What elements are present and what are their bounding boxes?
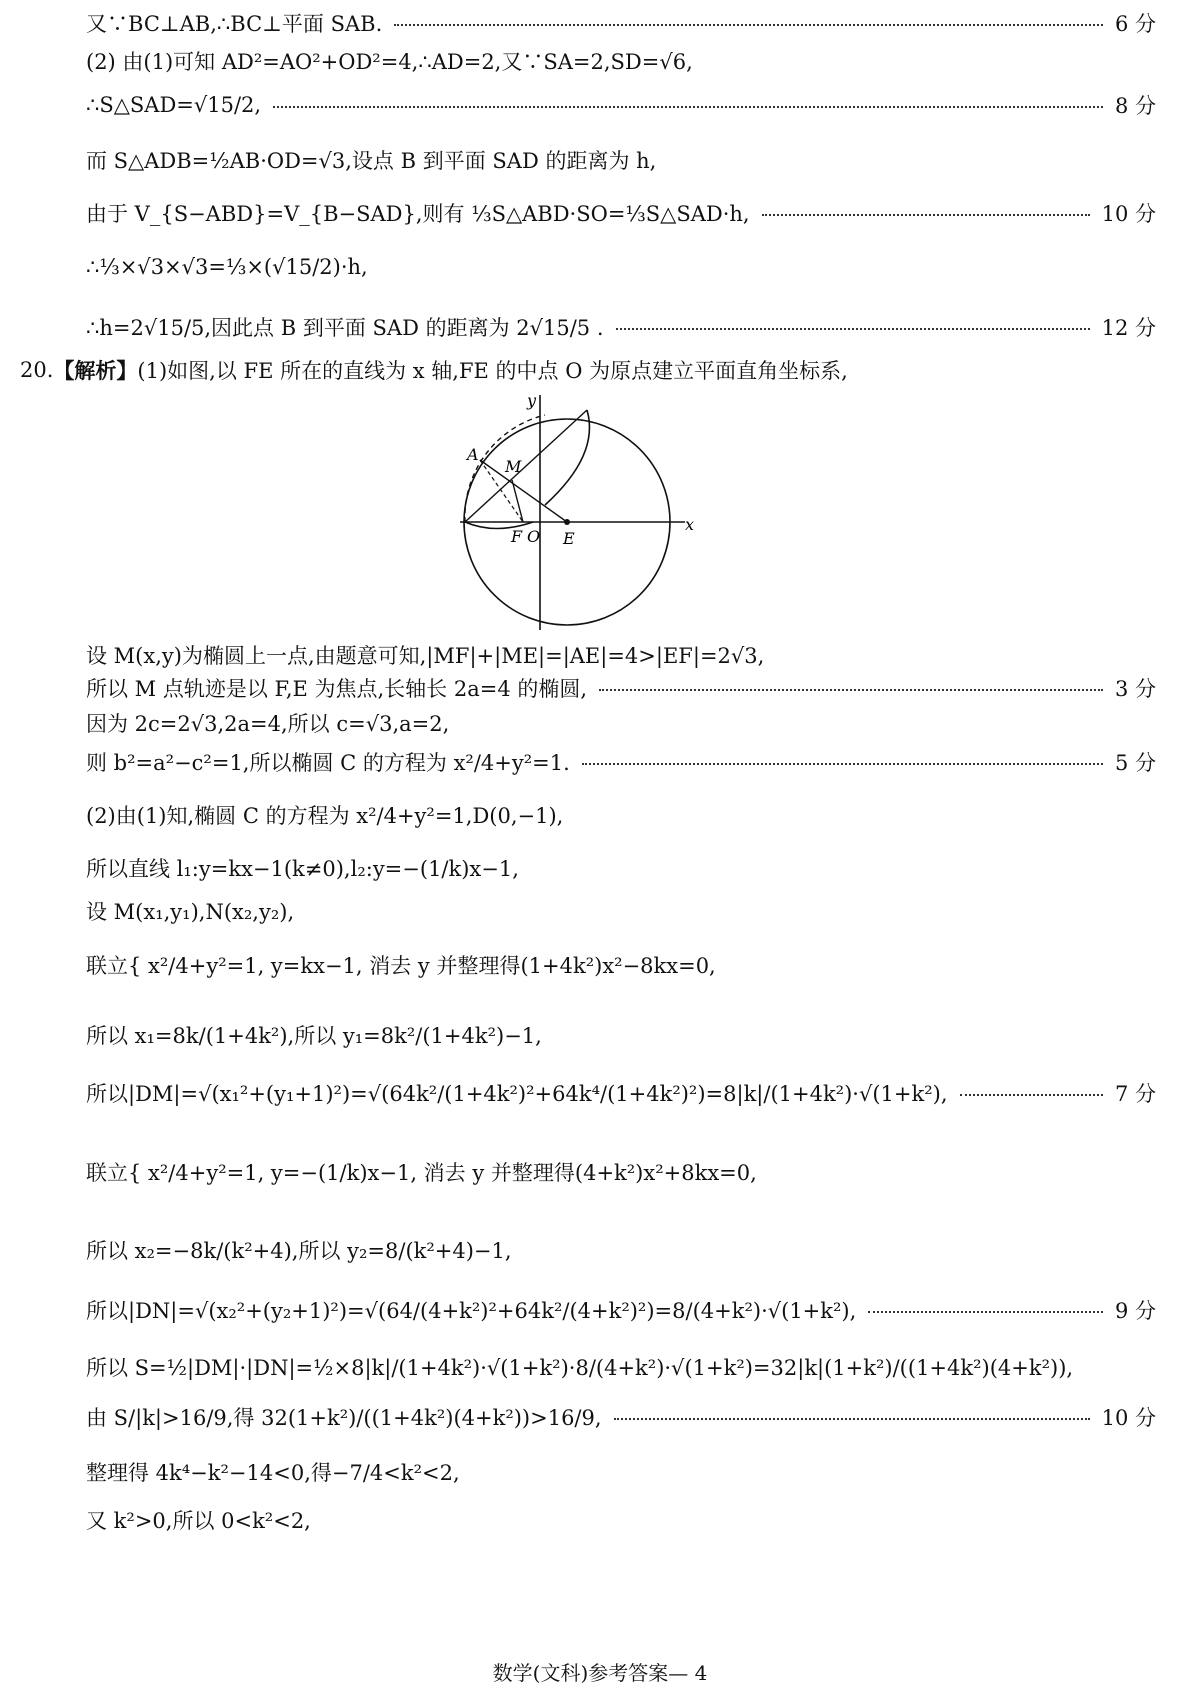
leader-dots (394, 24, 1103, 26)
answer-text: ∴⅓×√3×√3=⅓×(√15/2)·h, (86, 255, 368, 279)
answer-line (86, 853, 1156, 883)
score-label: 6 分 (1114, 12, 1156, 36)
answer-line (86, 1295, 1156, 1325)
answer-text: (2)由(1)知,椭圆 C 的方程为 x²/4+y²=1,D(0,−1), (86, 804, 564, 828)
answer-line (86, 1352, 1156, 1382)
answer-line (86, 800, 1156, 830)
score-label: 12 分 (1101, 316, 1156, 340)
answer-text: 所以 x₂=−8k/(k²+4),所以 y₂=8/(k²+4)−1, (86, 1239, 512, 1263)
answer-text: 又∵BC⊥AB,∴BC⊥平面 SAB. (86, 12, 383, 36)
answer-text: 所以 S=½|DM|·|DN|=½×8|k|/(1+4k²)·√(1+k²)·8/(4+k²)·√(1+k²)=32|k|(1+k²)/((1+4k²)(4+k²)), (86, 1356, 1074, 1380)
score-label: 8 分 (1114, 94, 1156, 118)
label-x: x (685, 515, 695, 534)
score-label: 7 分 (1114, 1082, 1156, 1106)
solid-arc (545, 410, 589, 505)
answer-line (86, 255, 1156, 279)
question-number: 20. (20, 358, 54, 382)
answer-text: 联立{ x²/4+y²=1, y=−(1/k)x−1, 消去 y 并整理得(4+k²)x²+8kx=0, (86, 1161, 757, 1185)
answer-text: 又 k²>0,所以 0<k²<2, (86, 1509, 311, 1533)
score-label: 3 分 (1114, 677, 1156, 701)
answer-text: 所以 x₁=8k/(1+4k²),所以 y₁=8k²/(1+4k²)−1, (86, 1024, 542, 1048)
leader-dots (960, 1094, 1103, 1096)
answer-line (86, 673, 1156, 703)
answer-text: 而 S△ADB=½AB·OD=√3,设点 B 到平面 SAD 的距离为 h, (86, 149, 657, 173)
answer-text: 所以|DM|=√(x₁²+(y₁+1)²)=√(64k²/(1+4k²)²+64k⁴/(1+4k²)²)=8|k|/(1+4k²)·√(1+k²), (86, 1082, 948, 1106)
answer-text: (2) 由(1)可知 AD²=AO²+OD²=4,∴AD=2,又∵SA=2,SD=√6, (86, 50, 693, 74)
answer-line (86, 312, 1156, 342)
answer-text: ∴S△SAD=√15/2, (86, 93, 262, 117)
answer-line (86, 1402, 1156, 1432)
lower-arc (465, 522, 533, 529)
answer-text: 由于 V_{S−ABD}=V_{B−SAD},则有 ⅓S△ABD·SO=⅓S△SAD·h, (86, 202, 750, 226)
answer-line (86, 90, 1156, 120)
score-label: 9 分 (1114, 1299, 1156, 1323)
analysis-tag: 【解析】 (53, 358, 138, 383)
answer-text: 由 S/|k|>16/9,得 32(1+k²)/((1+4k²)(4+k²))>16/9, (86, 1406, 602, 1430)
answer-line (86, 640, 1156, 670)
question-intro: (1)如图,以 FE 所在的直线为 x 轴,FE 的中点 O 为原点建立平面直角坐标系, (137, 359, 848, 383)
label-A: A (467, 445, 479, 464)
answer-line (86, 1457, 1156, 1487)
label-O: O (527, 527, 541, 546)
leader-dots (582, 763, 1103, 765)
answer-text: 所以直线 l₁:y=kx−1(k≠0),l₂:y=−(1/k)x−1, (86, 857, 519, 881)
answer-text: ∴h=2√15/5,因此点 B 到平面 SAD 的距离为 2√15/5 . (86, 316, 604, 340)
answer-line (86, 896, 1156, 926)
line-AE (480, 460, 567, 522)
answer-text: 所以|DN|=√(x₂²+(y₂+1)²)=√(64/(4+k²)²+64k²/(4+k²)²)=8/(4+k²)·√(1+k²), (86, 1299, 857, 1323)
answer-text: 整理得 4k⁴−k²−14<0,得−7/4<k²<2, (86, 1461, 460, 1485)
answer-line (86, 46, 1156, 76)
leader-dots (614, 1418, 1090, 1420)
leader-dots (616, 328, 1090, 330)
answer-text: 则 b²=a²−c²=1,所以椭圆 C 的方程为 x²/4+y²=1. (86, 751, 570, 775)
answer-line (86, 1505, 1156, 1535)
score-label: 5 分 (1114, 751, 1156, 775)
leader-dots (273, 106, 1103, 108)
answer-line (86, 198, 1156, 228)
point-E (564, 519, 570, 525)
answer-text: 所以 M 点轨迹是以 F,E 为焦点,长轴长 2a=4 的椭圆, (86, 677, 588, 701)
answer-text: 联立{ x²/4+y²=1, y=kx−1, 消去 y 并整理得(1+4k²)x²−8kx=0, (86, 954, 716, 978)
answer-line (86, 1078, 1156, 1108)
question-header (20, 355, 1156, 385)
score-label: 10 分 (1101, 202, 1156, 226)
answer-text: 因为 2c=2√3,2a=4,所以 c=√3,a=2, (86, 712, 450, 736)
answer-text: 设 M(x,y)为椭圆上一点,由题意可知,|MF|+|ME|=|AE|=4>|EF|=2√3, (86, 644, 765, 668)
answer-text: 设 M(x₁,y₁),N(x₂,y₂), (86, 900, 295, 924)
answer-line (86, 1157, 1156, 1187)
leader-dots (868, 1311, 1103, 1313)
answer-line (86, 950, 1156, 980)
leader-dots (762, 214, 1090, 216)
answer-line (86, 1020, 1156, 1050)
label-y: y (527, 391, 537, 410)
answer-line (86, 708, 1156, 738)
label-F: F (511, 527, 523, 546)
answer-line (86, 145, 1156, 175)
answer-line (86, 1235, 1156, 1265)
leader-dots (599, 689, 1103, 691)
answer-line (86, 747, 1156, 777)
label-E: E (563, 529, 575, 548)
score-label: 10 分 (1101, 1406, 1156, 1430)
page-footer: 数学(文科)参考答案— 4 (492, 1661, 708, 1685)
label-M: M (505, 457, 522, 476)
answer-line (86, 8, 1156, 38)
